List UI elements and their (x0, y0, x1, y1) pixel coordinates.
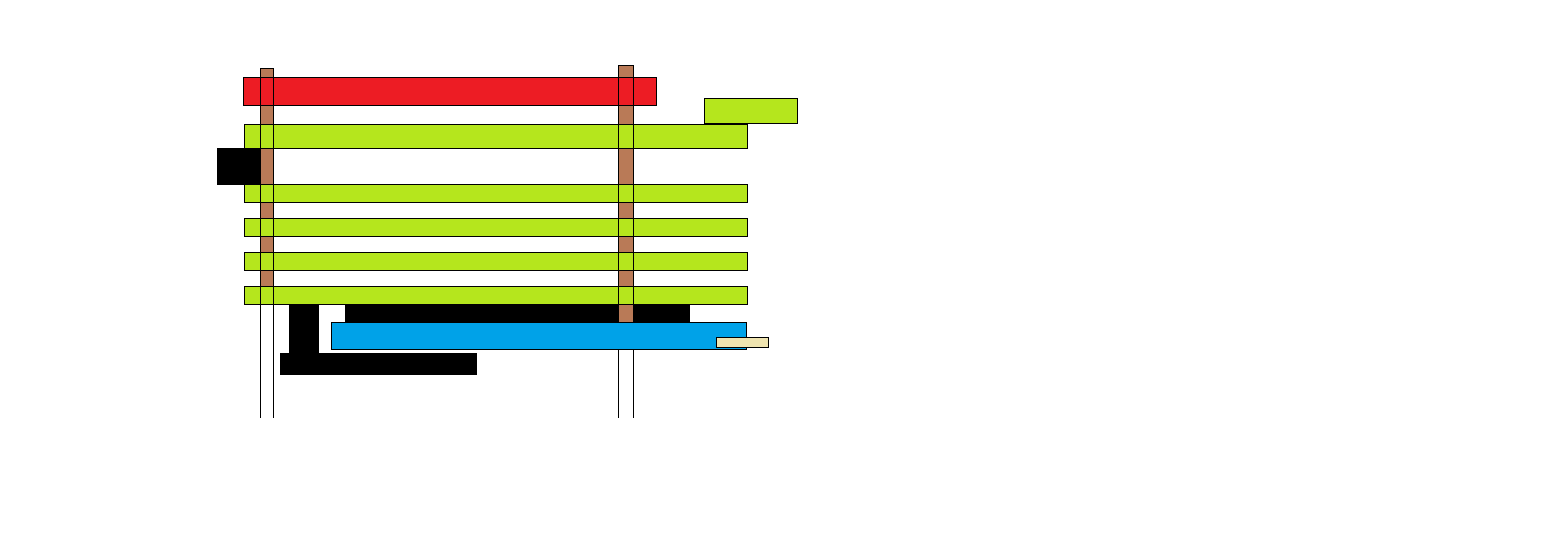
green-bar-2 (244, 184, 748, 203)
green-bar-5 (244, 286, 748, 305)
green-bar-1 (244, 124, 748, 149)
top-red-bar (243, 77, 657, 106)
bottom-black-bar (280, 353, 477, 375)
lower-black-bar (345, 303, 690, 323)
right-post-outline (618, 65, 634, 323)
cream-tag (716, 337, 769, 348)
black-vertical-block (289, 303, 319, 355)
blue-bar (331, 322, 747, 350)
green-bar-4 (244, 252, 748, 271)
green-bar-3 (244, 218, 748, 237)
left-black-block (217, 148, 262, 185)
top-right-green-block (704, 98, 798, 124)
left-post-outline (260, 68, 274, 305)
